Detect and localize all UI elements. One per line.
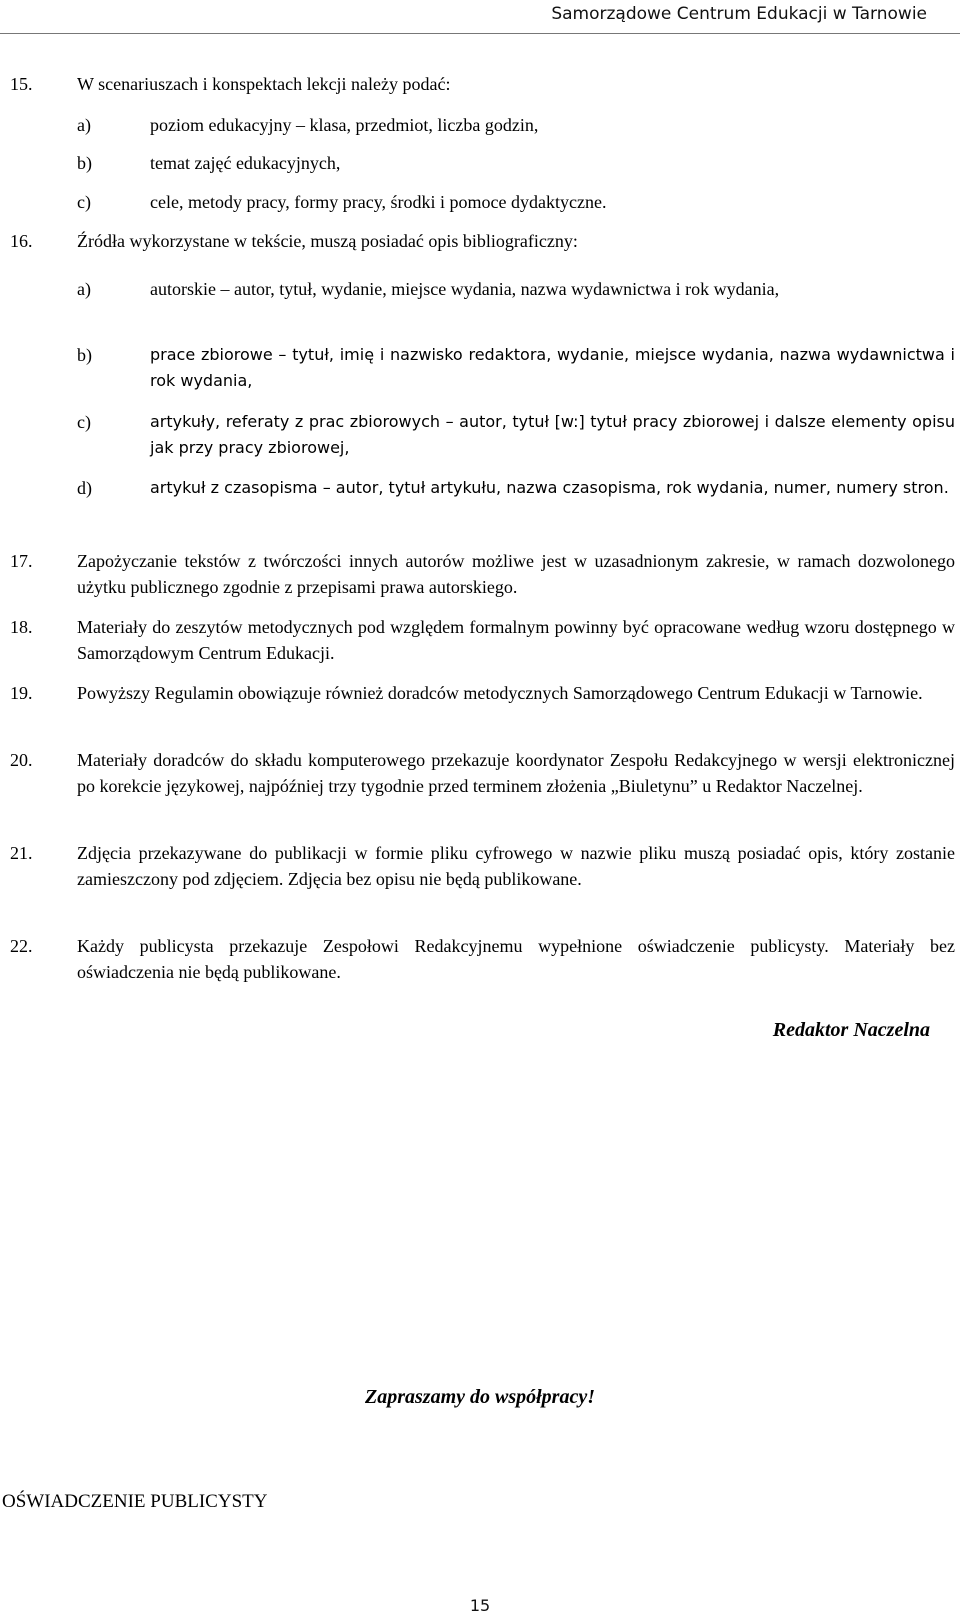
item-number: 15. xyxy=(10,74,33,94)
invitation-text: Zapraszamy do współpracy! xyxy=(365,1386,595,1408)
item-text: Materiały do zeszytów metodycznych pod względem formalnym powinny być opracowane według wzoru dostępnego w Samorządowym Centrum Edukacji. xyxy=(77,617,955,663)
subitem-text: artykuł z czasopisma – autor, tytuł artykułu, nazwa czasopisma, rok wydania, numer, numery stron. xyxy=(150,478,949,497)
subitem-text: prace zbiorowe – tytuł, imię i nazwisko redaktora, wydanie, miejsce wydania, nazwa wydawnictwa i rok wydania, xyxy=(150,345,955,390)
subitem-text: artykuły, referaty z prac zbiorowych – autor, tytuł [w:] tytuł pracy zbiorowej i dalsze elementy opisu jak przy pracy zbiorowej, xyxy=(150,412,955,457)
item-number: 22. xyxy=(10,936,33,956)
subitem-text: cele, metody pracy, formy pracy, środki i pomoce dydaktyczne. xyxy=(150,192,607,212)
subitem-16d xyxy=(77,475,955,501)
page-number: 15 xyxy=(469,1596,491,1615)
subitem-16c xyxy=(77,409,955,461)
item-text: W scenariuszach i konspektach lekcji należy podać: xyxy=(77,74,451,94)
subitem-15a xyxy=(77,112,955,138)
rule-item-16 xyxy=(10,228,955,254)
page-header: Samorządowe Centrum Edukacji w Tarnowie xyxy=(551,4,927,24)
rule-item-19 xyxy=(10,680,955,706)
item-text: Zapożyczanie tekstów z twórczości innych autorów możliwe jest w uzasadnionym zakresie, w ramach dozwolonego użytku publicznego zgodnie z przepisami prawa autorskiego. xyxy=(77,551,955,597)
item-number: 18. xyxy=(10,617,33,637)
item-number: 20. xyxy=(10,750,33,770)
subitem-text: poziom edukacyjny – klasa, przedmiot, liczba godzin, xyxy=(150,115,539,135)
item-number: 17. xyxy=(10,551,33,571)
subitem-16b xyxy=(77,342,955,394)
rule-item-15 xyxy=(10,71,955,97)
rule-item-17 xyxy=(10,548,955,600)
subitem-label: b) xyxy=(77,345,92,365)
subitem-label: a) xyxy=(77,115,91,135)
item-text: Źródła wykorzystane w tekście, muszą posiadać opis bibliograficzny: xyxy=(77,231,578,251)
item-number: 16. xyxy=(10,231,33,251)
rule-item-20 xyxy=(10,747,955,799)
subitem-15b xyxy=(77,150,955,176)
item-text: Każdy publicysta przekazuje Zespołowi Redakcyjnemu wypełnione oświadczenie publicysty. Materiały bez oświadczenia nie będą publikowane. xyxy=(77,936,955,982)
form-title: OŚWIADCZENIE PUBLICYSTY xyxy=(2,1491,268,1512)
subitem-16a xyxy=(77,276,955,302)
subitem-text: autorskie – autor, tytuł, wydanie, miejsce wydania, nazwa wydawnictwa i rok wydania, xyxy=(150,279,780,299)
subitem-label: c) xyxy=(77,412,91,432)
item-text: Materiały doradców do składu komputerowego przekazuje koordynator Zespołu Redakcyjnego w wersji elektronicznej po korekcie językowej, najpóźniej trzy tygodnie przed terminem złożenia „Biuletynu” u Redaktor Naczelnej. xyxy=(77,750,955,796)
item-number: 21. xyxy=(10,843,33,863)
subitem-label: a) xyxy=(77,279,91,299)
rule-item-22 xyxy=(10,933,955,985)
item-text: Zdjęcia przekazywane do publikacji w formie pliku cyfrowego w nazwie pliku muszą posiadać opis, który zostanie zamieszczony pod zdjęciem. Zdjęcia bez opisu nie będą publikowane. xyxy=(77,843,955,889)
rule-item-21 xyxy=(10,840,955,892)
subitem-label: d) xyxy=(77,478,92,498)
rule-item-18 xyxy=(10,614,955,666)
item-text: Powyższy Regulamin obowiązuje również doradców metodycznych Samorządowego Centrum Edukacji w Tarnowie. xyxy=(77,683,923,703)
item-number: 19. xyxy=(10,683,33,703)
subitem-text: temat zajęć edukacyjnych, xyxy=(150,153,341,173)
subitem-15c xyxy=(77,189,955,215)
signature: Redaktor Naczelna xyxy=(772,1019,930,1041)
subitem-label: c) xyxy=(77,192,91,212)
subitem-label: b) xyxy=(77,153,92,173)
